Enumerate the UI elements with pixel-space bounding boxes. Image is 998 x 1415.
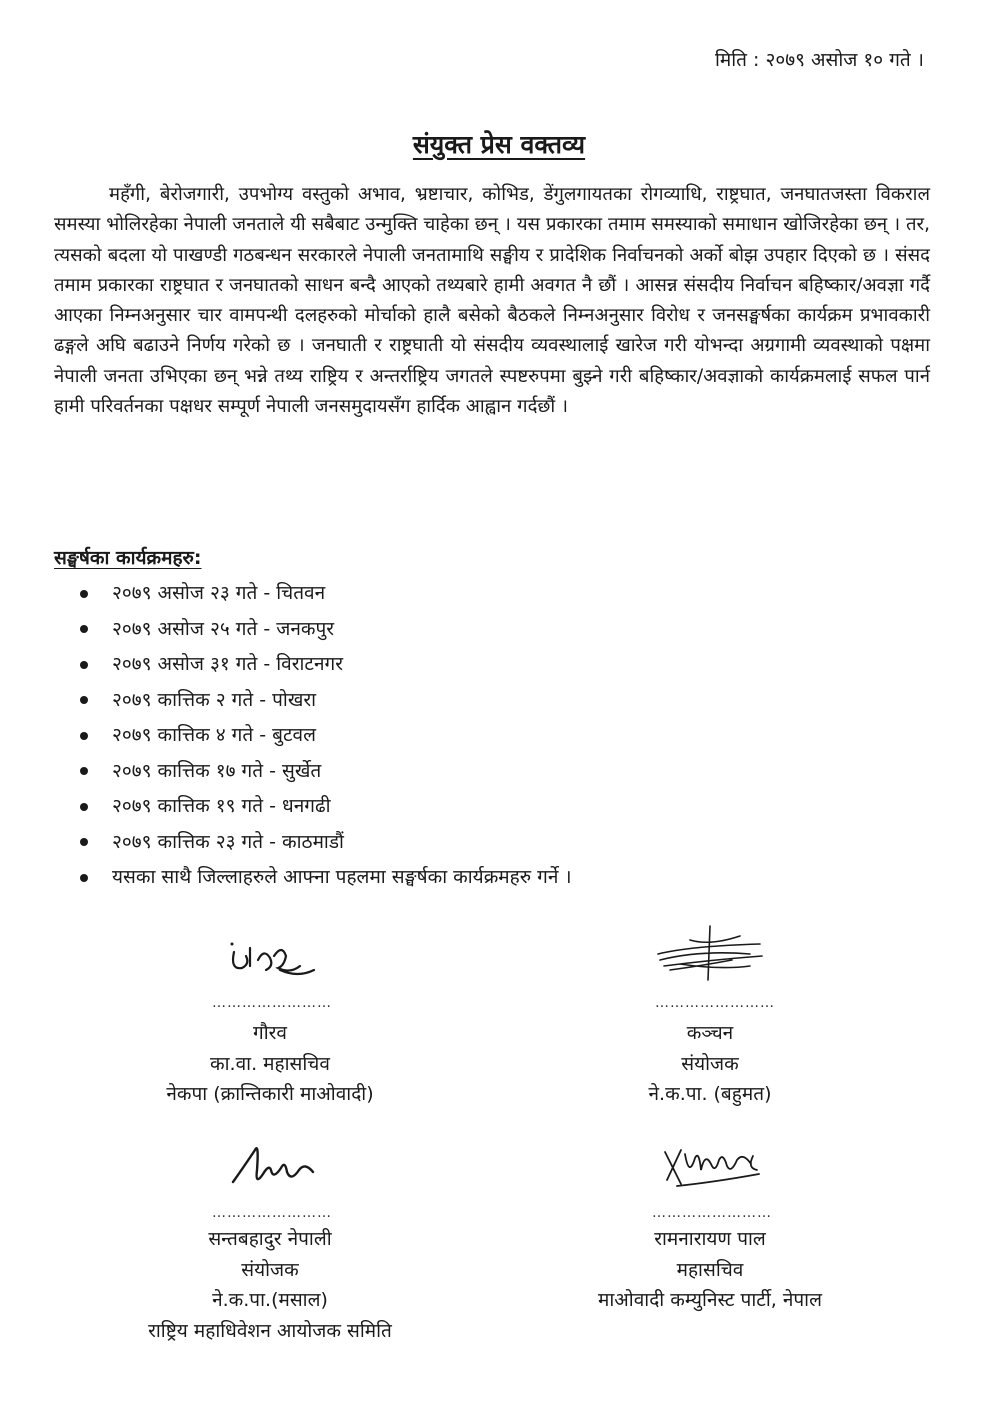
list-item [80,789,572,825]
signatory-block-kanchan [560,1018,860,1110]
signatory-name: गौरव [253,1022,287,1044]
bullet-icon [80,803,88,811]
programs-list [80,576,572,896]
programs-heading: सङ्घर्षका कार्यक्रमहरु: [54,547,202,569]
signature-line: …………………… [212,1205,332,1221]
program-text: २०७९ कात्तिक १७ गते - सुर्खेत [112,759,322,782]
signatory-title: संयोजक [681,1052,739,1075]
page-title [0,127,998,161]
signature-image-kanchan [650,920,775,985]
signature-line: …………………… [655,995,775,1011]
bullet-icon [80,874,88,882]
list-item [80,825,572,861]
signatory-party: ने.क.पा.(मसाल) [212,1289,328,1311]
signatory-party: माओवादी कम्युनिस्ट पार्टी, नेपाल [598,1289,822,1311]
bullet-icon [80,696,88,704]
list-item [80,612,572,648]
body-paragraph: महँगी, बेरोजगारी, उपभोग्य वस्तुको अभाव, भ्रष्टाचार, कोभिड, डेंगुलगायतका रोगव्याधि, राष्ट्रघात, जनघातजस्ता विकराल समस्या भोलिरहेका नेपाली जनताले यी सबैबाट उन्मुक्ति चाहेका छन् । यस प्रकारका तमाम समस्याको समाधान खोजिरहेका छन् । तर, त्यसको बदला यो पाखण्डी गठबन्धन सरकारले नेपाली जनतामाथि सङ्घीय र प्रादेशिक निर्वाचनको अर्को बोझ उपहार दिएको छ । संसद तमाम प्रकारका राष्ट्रघात र जनघातको साधन बन्दै आएको तथ्यबारे हामी अवगत नै छौं । आसन्न संसदीय निर्वाचन बहिष्कार/अवज्ञा गर्दै आएका निम्नअनुसार चार वामपन्थी दलहरुको मोर्चाको हालै बसेको बैठकले निम्नअनुसार विरोध र जनसङ्घर्षका कार्यक्रम प्रभावकारी ढङ्गले अघि बढाउने निर्णय गरेको छ । जनघाती र राष्ट्रघाती यो संसदीय व्यवस्थालाई खारेज गरी योभन्दा अग्रगामी व्यवस्थाको पक्षमा नेपाली जनता उभिएका छन् भन्ने तथ्य राष्ट्रिय र अन्तर्राष्ट्रिय जगतले स्पष्टरुपमा बुझ्ने गरी बहिष्कार/अवज्ञाको कार्यक्रमलाई सफल पार्न हामी परिवर्तनका पक्षधर सम्पूर्ण नेपाली जनसमुदायसँग हार्दिक आह्वान गर्दछौं । [54,184,930,418]
signatory-party: ने.क.पा. (बहुमत) [648,1083,772,1105]
signature-image-santabahadur [225,1130,325,1195]
list-item [80,860,572,896]
bullet-icon [80,590,88,598]
signatory-name: कञ्चन [686,1022,734,1044]
list-item [80,576,572,612]
bullet-icon [80,767,88,775]
program-text: २०७९ कात्तिक १९ गते - धनगढी [112,795,331,817]
program-text: २०७९ कात्तिक २ गते - पोखरा [112,688,317,711]
signature-line: …………………… [212,995,332,1011]
signatory-party: नेकपा (क्रान्तिकारी माओवादी) [166,1083,374,1105]
bullet-icon [80,838,88,846]
program-text: २०७९ असोज ३१ गते - विराटनगर [112,653,344,675]
signature-line: …………………… [652,1205,772,1221]
program-text: २०७९ कात्तिक २३ गते - काठमाडौं [112,830,344,853]
signature-image-ramnarayan [655,1130,770,1195]
list-item [80,754,572,790]
signatory-block-santabahadur [70,1224,470,1346]
bullet-icon [80,661,88,669]
list-item [80,647,572,683]
signatory-block-gaurav [120,1018,420,1110]
bullet-icon [80,625,88,633]
signature-image-gaurav [220,930,330,990]
signatory-title: संयोजक [241,1258,299,1281]
signatory-name: सन्तबहादुर नेपाली [208,1228,332,1250]
signatory-title: महासचिव [676,1258,744,1281]
signatory-title: का.वा. महासचिव [210,1052,330,1075]
program-text: यसका साथै जिल्लाहरुले आफ्ना पहलमा सङ्घर्षका कार्यक्रमहरु गर्ने । [112,866,572,888]
page-title-text: संयुक्त प्रेस वक्तव्य [412,130,586,159]
program-text: २०७९ असोज २५ गते - जनकपुर [112,617,335,640]
program-text: २०७९ कात्तिक ४ गते - बुटवल [112,724,317,746]
signatory-name: रामनारायण पाल [654,1228,766,1250]
bullet-icon [80,732,88,740]
signatory-committee: राष्ट्रिय महाधिवेशन आयोजक समिति [148,1319,392,1342]
program-text: २०७९ असोज २३ गते - चितवन [112,582,326,604]
date-line: मिति : २०७९ असोज १० गते । [714,49,924,71]
list-item [80,718,572,754]
list-item [80,683,572,719]
signatory-block-ramnarayan [540,1224,880,1316]
